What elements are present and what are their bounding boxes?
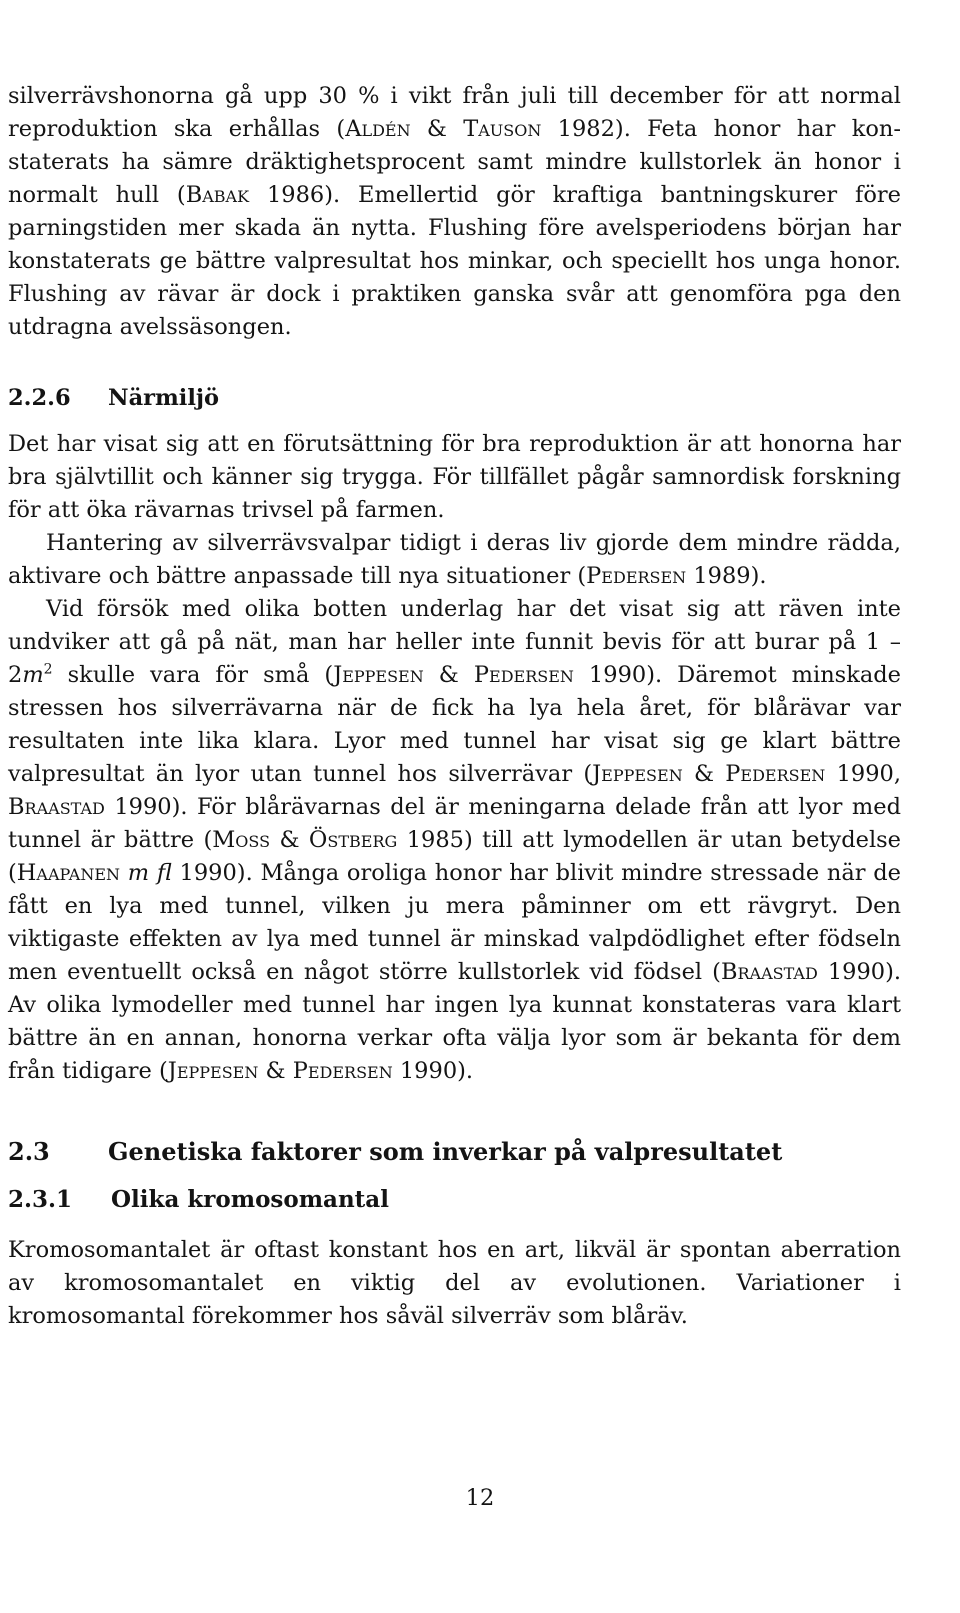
citation-author: Pedersen xyxy=(725,761,826,787)
section-number: 2.3 xyxy=(8,1137,50,1166)
citation-author: Pedersen xyxy=(473,662,574,688)
section-number: 2.2.6 xyxy=(8,385,71,411)
paragraph-narmiljo-2: Hantering av silverrävsvalpar tidigt i deras liv gjorde dem mindre rädda, aktivare och bättre anpassade till nya situationer (Pedersen 1989). xyxy=(8,530,901,589)
page-number: 12 xyxy=(465,1485,495,1511)
citation-author: Jeppesen xyxy=(592,761,683,787)
paragraph-flushing: silverrävshonorna gå upp 30 % i vikt från juli till december för att normal reproduktion ska erhållas (Aldén & Tauson 1982). Feta honor har konstaterats ha sämre dräktighetsprocent samt mindre kullstorlek än honor i normalt hull (Babak 1986). Emellertid gör kraftiga bantningskurer före parningstiden mer skada än nytta. Flushing före avelsperiodens början har konstaterats ge bättre valpresultat hos minkar, och speciellt hos unga honor. Flushing av rävar är dock i praktiken ganska svår att genomföra pga den utdragna avelssäsongen. xyxy=(8,83,901,340)
exponent: 2 xyxy=(43,661,53,678)
section-title: Genetiska faktorer som inverkar på valpresultatet xyxy=(108,1137,783,1166)
citation-author: Pedersen xyxy=(586,563,687,589)
citation-author: Tauson xyxy=(463,116,542,142)
citation-author: Babak xyxy=(185,182,250,208)
section-heading-2-3 xyxy=(8,1135,901,1168)
section-heading-2-3-1 xyxy=(8,1183,901,1216)
section-heading-2-2-6 xyxy=(8,382,901,415)
citation-author: Jeppesen xyxy=(167,1058,259,1084)
citation-author: Moss xyxy=(212,827,271,853)
et-al: m fl xyxy=(127,860,172,886)
paragraph-narmiljo-3: Vid försök med olika botten underlag har det visat sig att räven inte undviker att gå på nät, man har heller inte funnit bevis för att burar på $1 - 2m^2$ skulle vara för små (Jeppesen & Pedersen 1990). Däremot minskade stressen hos silverrävarna när de fick ha lya hela året, för blårävar var resultaten inte lika klara. Lyor med tunnel har visat sig ge klart bättre valpresultat än lyor utan tunnel hos silverrävar (Jeppesen & Pedersen 1990, Braastad 1990). För blårävarnas del är meningarna delade från att lyor med tunnel är bättre (Moss & Östberg 1985) till att lymodellen är utan betydelse (Haapanen m fl 1990). Många oroliga honor har blivit mindre stressade när de fått en lya med tunnel, vilken ju mera påminner om ett rävgryt. Den viktigaste effekten av lya med tunnel är minskad valpdödlighet efter födseln men eventuellt också en något större kullstorlek vid födsel (Braastad 1990). Av olika lymodeller med tunnel har ingen lya kunnat konstateras vara klart bättre än en annan, honorna verkar ofta välja lyor som är bekanta för dem från tidigare (Jeppesen & Pedersen 1990). xyxy=(8,596,902,1084)
citation-author: Aldén xyxy=(345,116,411,142)
paragraph-narmiljo-1: Det har visat sig att en förutsättning för bra reproduktion är att honorna har bra självtillit och känner sig trygga. För tillfället pågår samnordisk forskning för att öka rävarnas trivsel på farmen. xyxy=(8,431,901,523)
citation-author: Braastad xyxy=(8,794,105,820)
citation-author: Östberg xyxy=(308,827,398,853)
section-number: 2.3.1 xyxy=(8,1186,73,1213)
section-title: Olika kromosomantal xyxy=(111,1186,389,1213)
document-page xyxy=(8,80,901,1333)
citation-author: Jeppesen xyxy=(333,662,424,688)
citation-author: Haapanen xyxy=(16,860,121,886)
citation-author: Pedersen xyxy=(292,1058,393,1084)
paragraph-kromosom: Kromosomantalet är oftast konstant hos en art, likväl är spontan aberration av kromosomantalet en viktig del av evolutionen. Variationer i kromosomantal förekommer hos såväl silverräv som blåräv. xyxy=(8,1237,901,1329)
section-title: Närmiljö xyxy=(108,385,220,411)
citation-author: Braastad xyxy=(720,959,818,985)
unit-m: m xyxy=(22,662,44,688)
